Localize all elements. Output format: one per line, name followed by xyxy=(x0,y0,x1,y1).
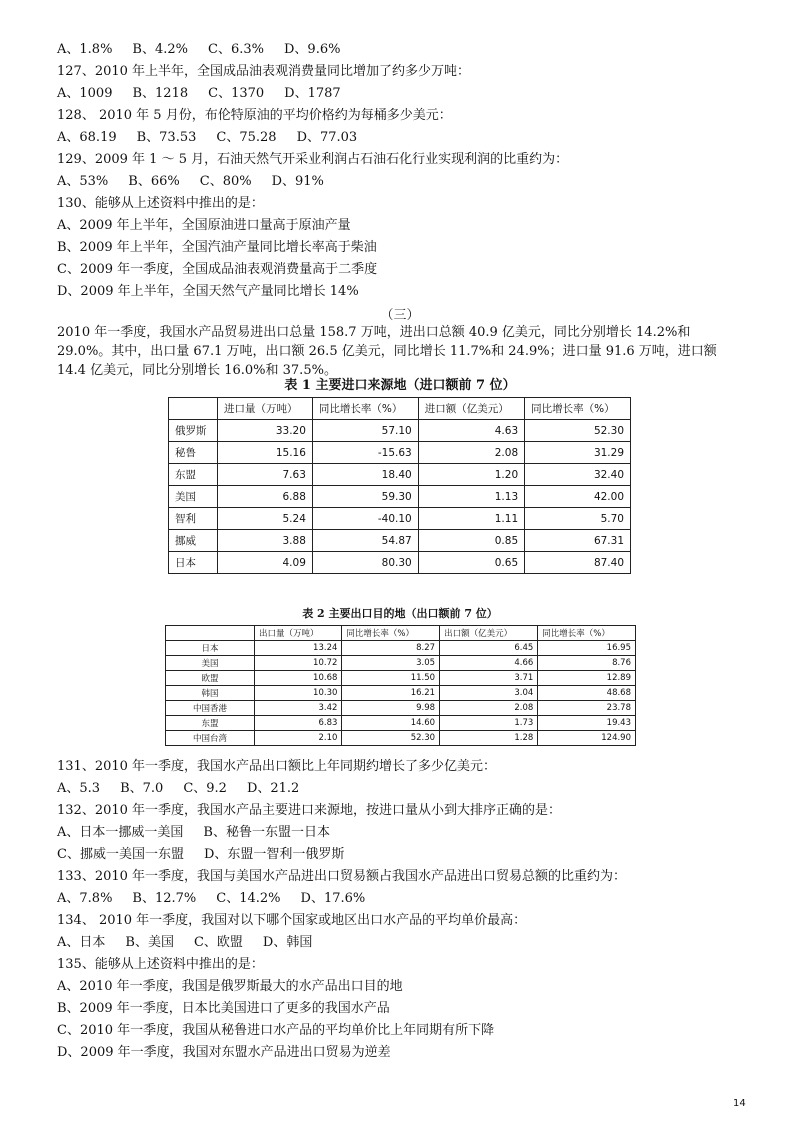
table-row xyxy=(169,530,631,552)
cell: 日本 xyxy=(169,552,218,574)
option: B、7.0 xyxy=(120,781,164,796)
cell: 2.08 xyxy=(418,442,524,464)
option: C、欧盟 xyxy=(193,935,243,950)
q135-option-c: C、2010 年一季度，我国从秘鲁进口水产品的平均单价比上年同期有所下降 xyxy=(57,1023,495,1038)
option: D、17.6% xyxy=(300,891,366,906)
cell: -40.10 xyxy=(312,508,418,530)
cell: 1.13 xyxy=(418,486,524,508)
option: D、91% xyxy=(271,174,324,189)
cell: 1.11 xyxy=(418,508,524,530)
cell: 2.08 xyxy=(440,701,538,716)
cell: 8.76 xyxy=(538,656,636,671)
option: A、68.19 xyxy=(57,130,117,145)
table-row xyxy=(169,442,631,464)
option: C、6.3% xyxy=(208,42,264,57)
intro-paragraph: 2010 年一季度，我国水产品贸易进出口总量 158.7 万吨，进出口总额 40.9 亿美元，同比分别增长 14.2%和 29.0%。其中，出口量 67.1 万吨，出口额 26.5 亿美元，同比增长 11.7%和 24.9%；进口量 91.6 万吨，进口额 14.4 亿美元，同比分别增长 16.0%和 37.5%。 xyxy=(57,325,717,378)
cell: 3.05 xyxy=(342,656,440,671)
q135-option-a: A、2010 年一季度，我国是俄罗斯最大的水产品出口目的地 xyxy=(57,979,403,994)
cell: 1.28 xyxy=(440,731,538,746)
cell: 9.98 xyxy=(342,701,440,716)
q126-options xyxy=(57,40,360,60)
option: A、1009 xyxy=(57,86,113,101)
header-cell: 同比增长率（%） xyxy=(342,626,440,641)
table1-caption: 表 1 主要进口来源地（进口额前 7 位） xyxy=(284,378,516,393)
cell: 10.72 xyxy=(255,656,342,671)
cell: 日本 xyxy=(166,641,255,656)
cell: 59.30 xyxy=(312,486,418,508)
cell: 东盟 xyxy=(169,464,218,486)
cell: 美国 xyxy=(166,656,255,671)
q129-stem: 129、2009 年 1 ～ 5 月，石油天然气开采业利润占石油石化行业实现利润的比重约为： xyxy=(57,152,569,167)
cell: 48.68 xyxy=(538,686,636,701)
cell: 秘鲁 xyxy=(169,442,218,464)
table-row xyxy=(166,731,636,746)
option: B、美国 xyxy=(125,935,174,950)
cell: 12.89 xyxy=(538,671,636,686)
cell: 7.63 xyxy=(218,464,313,486)
cell: 美国 xyxy=(169,486,218,508)
option: B、12.7% xyxy=(132,891,197,906)
table-row xyxy=(166,656,636,671)
q130-option-d: D、2009 年上半年，全国天然气产量同比增长 14% xyxy=(57,284,359,299)
option: D、9.6% xyxy=(284,42,341,57)
cell: 10.68 xyxy=(255,671,342,686)
option: A、日本一挪威一美国 xyxy=(57,825,184,840)
q135-option-d: D、2009 年一季度，我国对东盟水产品进出口贸易为逆差 xyxy=(57,1045,391,1060)
option: B、1218 xyxy=(132,86,189,101)
q128-options xyxy=(57,128,377,148)
q135-stem: 135、能够从上述资料中推出的是： xyxy=(57,957,264,972)
q132-stem: 132、2010 年一季度，我国水产品主要进口来源地，按进口量从小到大排序正确的是： xyxy=(57,803,562,818)
cell: 1.73 xyxy=(440,716,538,731)
q129-options xyxy=(57,172,344,192)
cell: 52.30 xyxy=(342,731,440,746)
cell: 5.24 xyxy=(218,508,313,530)
cell: 6.83 xyxy=(255,716,342,731)
cell: 14.60 xyxy=(342,716,440,731)
cell: 18.40 xyxy=(312,464,418,486)
option: B、秘鲁一东盟一日本 xyxy=(203,825,330,840)
cell: 4.09 xyxy=(218,552,313,574)
q133-stem: 133、2010 年一季度，我国与美国水产品进出口贸易额占我国水产品进出口贸易总额的比重约为： xyxy=(57,869,627,884)
cell: 11.50 xyxy=(342,671,440,686)
section-label: （三） xyxy=(380,308,420,323)
option: B、73.53 xyxy=(136,130,197,145)
cell: 6.45 xyxy=(440,641,538,656)
cell: 欧盟 xyxy=(166,671,255,686)
cell: 54.87 xyxy=(312,530,418,552)
cell: 俄罗斯 xyxy=(169,420,218,442)
cell: 3.88 xyxy=(218,530,313,552)
table2 xyxy=(165,625,636,746)
header-cell: 同比增长率（%） xyxy=(525,398,631,420)
q131-options xyxy=(57,779,319,799)
cell: 3.04 xyxy=(440,686,538,701)
option: C、1370 xyxy=(208,86,265,101)
q127-stem: 127、2010 年上半年，全国成品油表观消费量同比增加了约多少万吨： xyxy=(57,64,471,79)
cell: 5.70 xyxy=(525,508,631,530)
option: C、挪威一美国一东盟 xyxy=(57,847,184,862)
table-header-row xyxy=(169,398,631,420)
cell: 87.40 xyxy=(525,552,631,574)
table-row xyxy=(169,552,631,574)
option: B、66% xyxy=(128,174,180,189)
option: D、东盟一智利一俄罗斯 xyxy=(203,847,345,862)
header-cell: 进口额（亿美元） xyxy=(418,398,524,420)
option: A、日本 xyxy=(57,935,106,950)
cell: -15.63 xyxy=(312,442,418,464)
table-row xyxy=(166,686,636,701)
cell: 挪威 xyxy=(169,530,218,552)
option: D、1787 xyxy=(284,86,341,101)
cell: 10.30 xyxy=(255,686,342,701)
cell: 32.40 xyxy=(525,464,631,486)
cell: 31.29 xyxy=(525,442,631,464)
option: C、9.2 xyxy=(183,781,227,796)
q132-options-row2 xyxy=(57,845,364,865)
q134-stem: 134、 2010 年一季度，我国对以下哪个国家或地区出口水产品的平均单价最高： xyxy=(57,913,527,928)
q135-option-b: B、2009 年一季度，日本比美国进口了更多的我国水产品 xyxy=(57,1001,390,1016)
cell: 80.30 xyxy=(312,552,418,574)
header-cell xyxy=(169,398,218,420)
option: A、5.3 xyxy=(57,781,101,796)
header-cell xyxy=(166,626,255,641)
q128-stem: 128、 2010 年 5 月份，布伦特原油的平均价格约为每桶多少美元： xyxy=(57,108,452,123)
cell: 33.20 xyxy=(218,420,313,442)
q130-stem: 130、能够从上述资料中推出的是： xyxy=(57,196,264,211)
table-row xyxy=(169,464,631,486)
cell: 4.63 xyxy=(418,420,524,442)
cell: 3.42 xyxy=(255,701,342,716)
option: C、14.2% xyxy=(216,891,281,906)
option: D、21.2 xyxy=(246,781,300,796)
cell: 0.85 xyxy=(418,530,524,552)
q134-options xyxy=(57,933,332,953)
page-number: 14 xyxy=(733,1098,746,1109)
cell: 16.95 xyxy=(538,641,636,656)
header-cell: 同比增长率（%） xyxy=(312,398,418,420)
option: D、77.03 xyxy=(296,130,358,145)
option: A、53% xyxy=(57,174,109,189)
q130-option-c: C、2009 年一季度，全国成品油表观消费量高于二季度 xyxy=(57,262,378,277)
cell: 2.10 xyxy=(255,731,342,746)
header-cell: 出口额（亿美元） xyxy=(440,626,538,641)
table-row xyxy=(166,701,636,716)
cell: 19.43 xyxy=(538,716,636,731)
option: C、75.28 xyxy=(216,130,277,145)
q130-option-b: B、2009 年上半年，全国汽油产量同比增长率高于柴油 xyxy=(57,240,377,255)
cell: 中国台湾 xyxy=(166,731,255,746)
option: C、80% xyxy=(199,174,252,189)
table-row xyxy=(169,508,631,530)
cell: 23.78 xyxy=(538,701,636,716)
header-cell: 同比增长率（%） xyxy=(538,626,636,641)
table-row xyxy=(169,420,631,442)
cell: 57.10 xyxy=(312,420,418,442)
cell: 42.00 xyxy=(525,486,631,508)
cell: 智利 xyxy=(169,508,218,530)
q131-stem: 131、2010 年一季度，我国水产品出口额比上年同期约增长了多少亿美元： xyxy=(57,759,497,774)
cell: 67.31 xyxy=(525,530,631,552)
cell: 124.90 xyxy=(538,731,636,746)
cell: 0.65 xyxy=(418,552,524,574)
table-row xyxy=(169,486,631,508)
header-cell: 出口量（万吨） xyxy=(255,626,342,641)
q133-options xyxy=(57,889,385,909)
table-row xyxy=(166,671,636,686)
cell: 1.20 xyxy=(418,464,524,486)
cell: 3.71 xyxy=(440,671,538,686)
table-row xyxy=(166,716,636,731)
cell: 16.21 xyxy=(342,686,440,701)
table-row xyxy=(166,641,636,656)
cell: 4.66 xyxy=(440,656,538,671)
header-cell: 进口量（万吨） xyxy=(218,398,313,420)
cell: 韩国 xyxy=(166,686,255,701)
option: A、1.8% xyxy=(57,42,113,57)
cell: 13.24 xyxy=(255,641,342,656)
q132-options-row1 xyxy=(57,823,350,843)
table2-caption: 表 2 主要出口目的地（出口额前 7 位） xyxy=(302,607,498,620)
cell: 8.27 xyxy=(342,641,440,656)
table1 xyxy=(168,397,631,574)
option: B、4.2% xyxy=(132,42,189,57)
q130-option-a: A、2009 年上半年，全国原油进口量高于原油产量 xyxy=(57,218,351,233)
q127-options xyxy=(57,84,361,104)
cell: 中国香港 xyxy=(166,701,255,716)
table-header-row xyxy=(166,626,636,641)
cell: 52.30 xyxy=(525,420,631,442)
cell: 东盟 xyxy=(166,716,255,731)
option: D、韩国 xyxy=(262,935,313,950)
option: A、7.8% xyxy=(57,891,113,906)
cell: 15.16 xyxy=(218,442,313,464)
cell: 6.88 xyxy=(218,486,313,508)
